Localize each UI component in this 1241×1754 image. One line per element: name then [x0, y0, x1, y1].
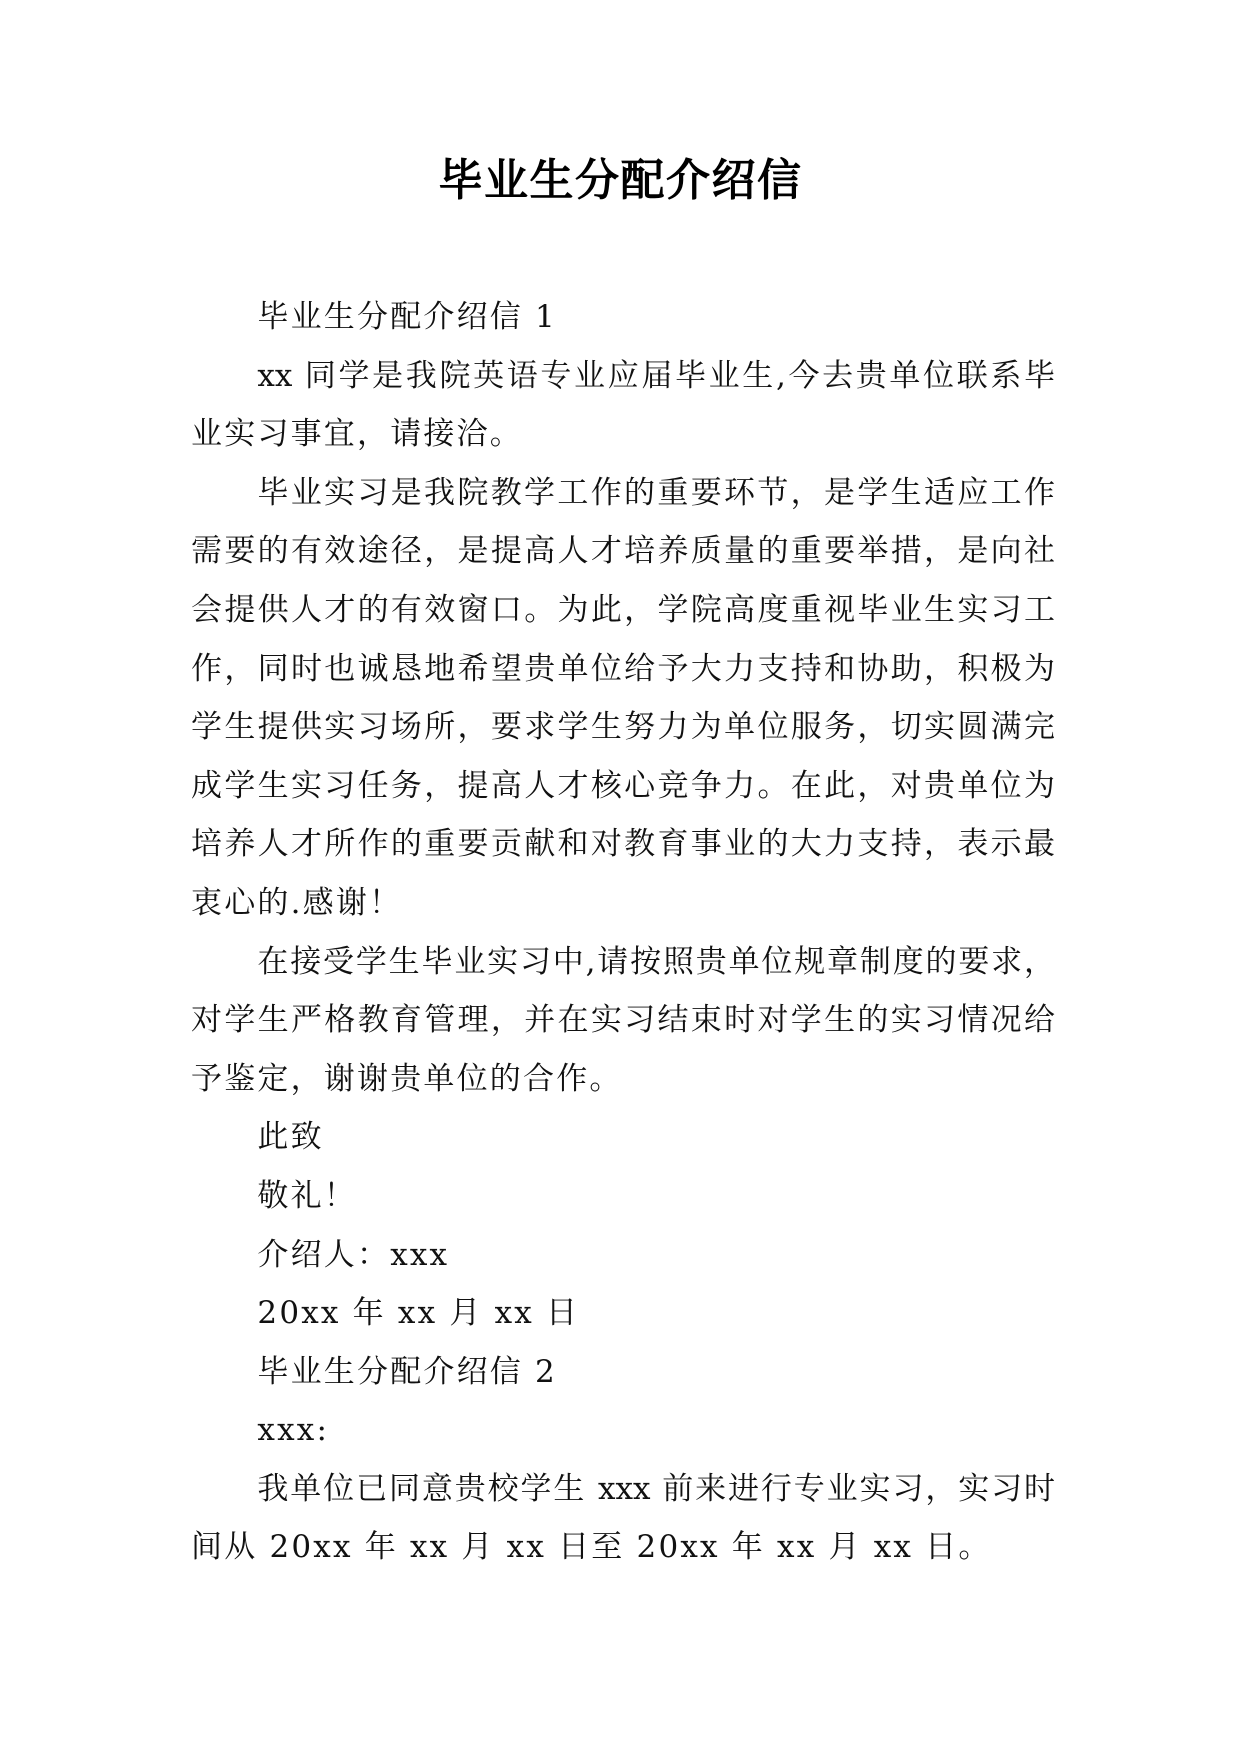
closing-text: 此致 [257, 1119, 324, 1156]
paragraph [191, 1460, 1055, 1577]
paragraph-line: 业实习事宜，请接洽。 [191, 416, 523, 453]
letter-1 [191, 288, 1055, 1343]
date-line: 20xx 年 xx 月 xx 日 [257, 1295, 580, 1332]
paragraph-line: 衷心的.感谢！ [191, 884, 403, 921]
paragraph [191, 933, 1055, 1109]
document-body [191, 288, 1055, 1577]
paragraph-line: 会提供人才的有效窗口。为此，学院高度重视毕业生实习工 [191, 591, 1055, 628]
document-title: 毕业生分配介绍信 [438, 155, 803, 206]
paragraph-line: 间从 20xx 年 xx 月 xx 日至 20xx 年 xx 月 xx 日。 [191, 1529, 992, 1566]
letter-heading: 毕业生分配介绍信 1 [257, 299, 557, 335]
paragraph-line: 予鉴定，谢谢贵单位的合作。 [191, 1060, 623, 1097]
regards-text: 敬礼！ [257, 1177, 357, 1214]
paragraph-line: 毕业实习是我院教学工作的重要环节，是学生适应工作 [257, 474, 1055, 511]
letter-2 [191, 1343, 1055, 1577]
paragraph-line: xx 同学是我院英语专业应届毕业生,今去贵单位联系毕 [257, 357, 1055, 394]
paragraph-line: 作，同时也诚恳地希望贵单位给予大力支持和协助，积极为 [191, 650, 1055, 687]
paragraph-line: 对学生严格教育管理，并在实习结束时对学生的实习情况给 [191, 1002, 1055, 1039]
introducer-line: 介绍人：xxx [257, 1236, 450, 1273]
paragraph [191, 347, 1055, 464]
paragraph-line: 在接受学生毕业实习中,请按照贵单位规章制度的要求， [257, 943, 1055, 980]
paragraph-line: 需要的有效途径，是提高人才培养质量的重要举措，是向社 [191, 533, 1055, 570]
paragraph-line: 培养人才所作的重要贡献和对教育事业的大力支持，表示最 [191, 826, 1055, 863]
addressee-line: xxx: [257, 1412, 330, 1449]
paragraph-line: 我单位已同意贵校学生 xxx 前来进行专业实习，实习时 [257, 1470, 1055, 1507]
letter-heading: 毕业生分配介绍信 2 [257, 1353, 557, 1390]
paragraph-line: 学生提供实习场所，要求学生努力为单位服务，切实圆满完 [191, 709, 1055, 746]
paragraph-line: 成学生实习任务，提高人才核心竞争力。在此，对贵单位为 [191, 767, 1055, 804]
paragraph [191, 464, 1055, 933]
